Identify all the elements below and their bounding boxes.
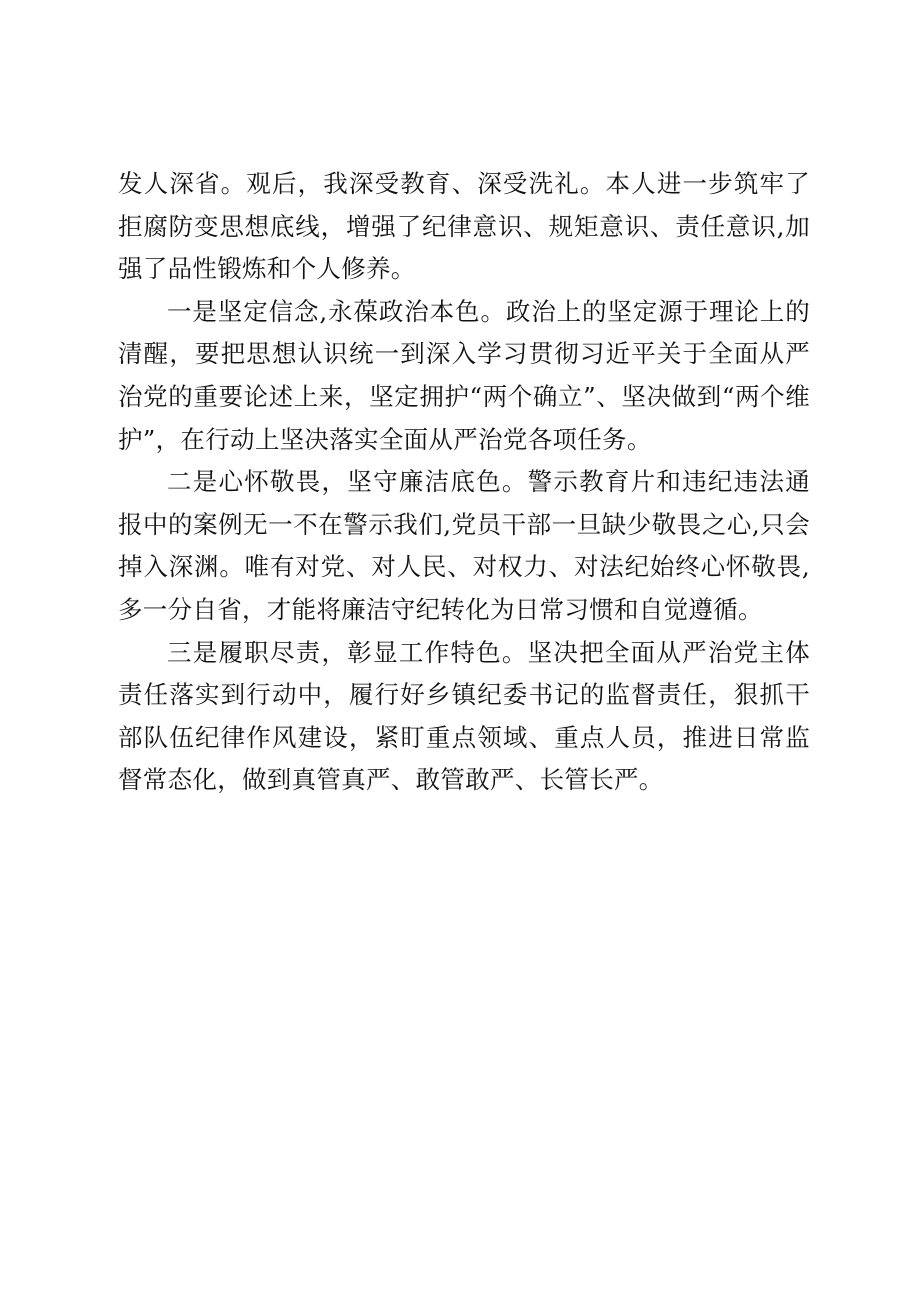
document-body — [118, 163, 810, 802]
paragraph-duty: 三是履职尽责，彰显工作特色。坚决把全面从严治党主体责任落实到行动中，履行好乡镇纪委书记的监督责任，狠抓干部队伍纪律作风建设，紧盯重点领域、重点人员，推进日常监督常态化，做到真管真严、敢管敢严、长管长严。 — [118, 637, 810, 795]
paragraph-firm-belief: 一是坚定信念,永葆政治本色。政治上的坚定源于理论上的清醒，要把思想认识统一到深入学习贯彻习近平关于全面从严治党的重要论述上来，坚定拥护“两个确立”、坚决做到“两个维护”，在行动上坚决落实全面从严治党各项任务。 — [118, 296, 810, 454]
paragraph-continuation: 发人深省。观后，我深受教育、深受洗礼。本人进一步筑牢了拒腐防变思想底线，增强了纪律意识、规矩意识、责任意识,加强了品性锻炼和个人修养。 — [118, 169, 810, 284]
paragraph-reverence: 二是心怀敬畏，坚守廉洁底色。警示教育片和违纪违法通报中的案例无一不在警示我们,党员干部一旦缺少敬畏之心,只会掉入深渊。唯有对党、对人民、对权力、对法纪始终心怀敬畏,多一分自省，才能将廉洁守纪转化为日常习惯和自觉遵循。 — [118, 467, 810, 624]
